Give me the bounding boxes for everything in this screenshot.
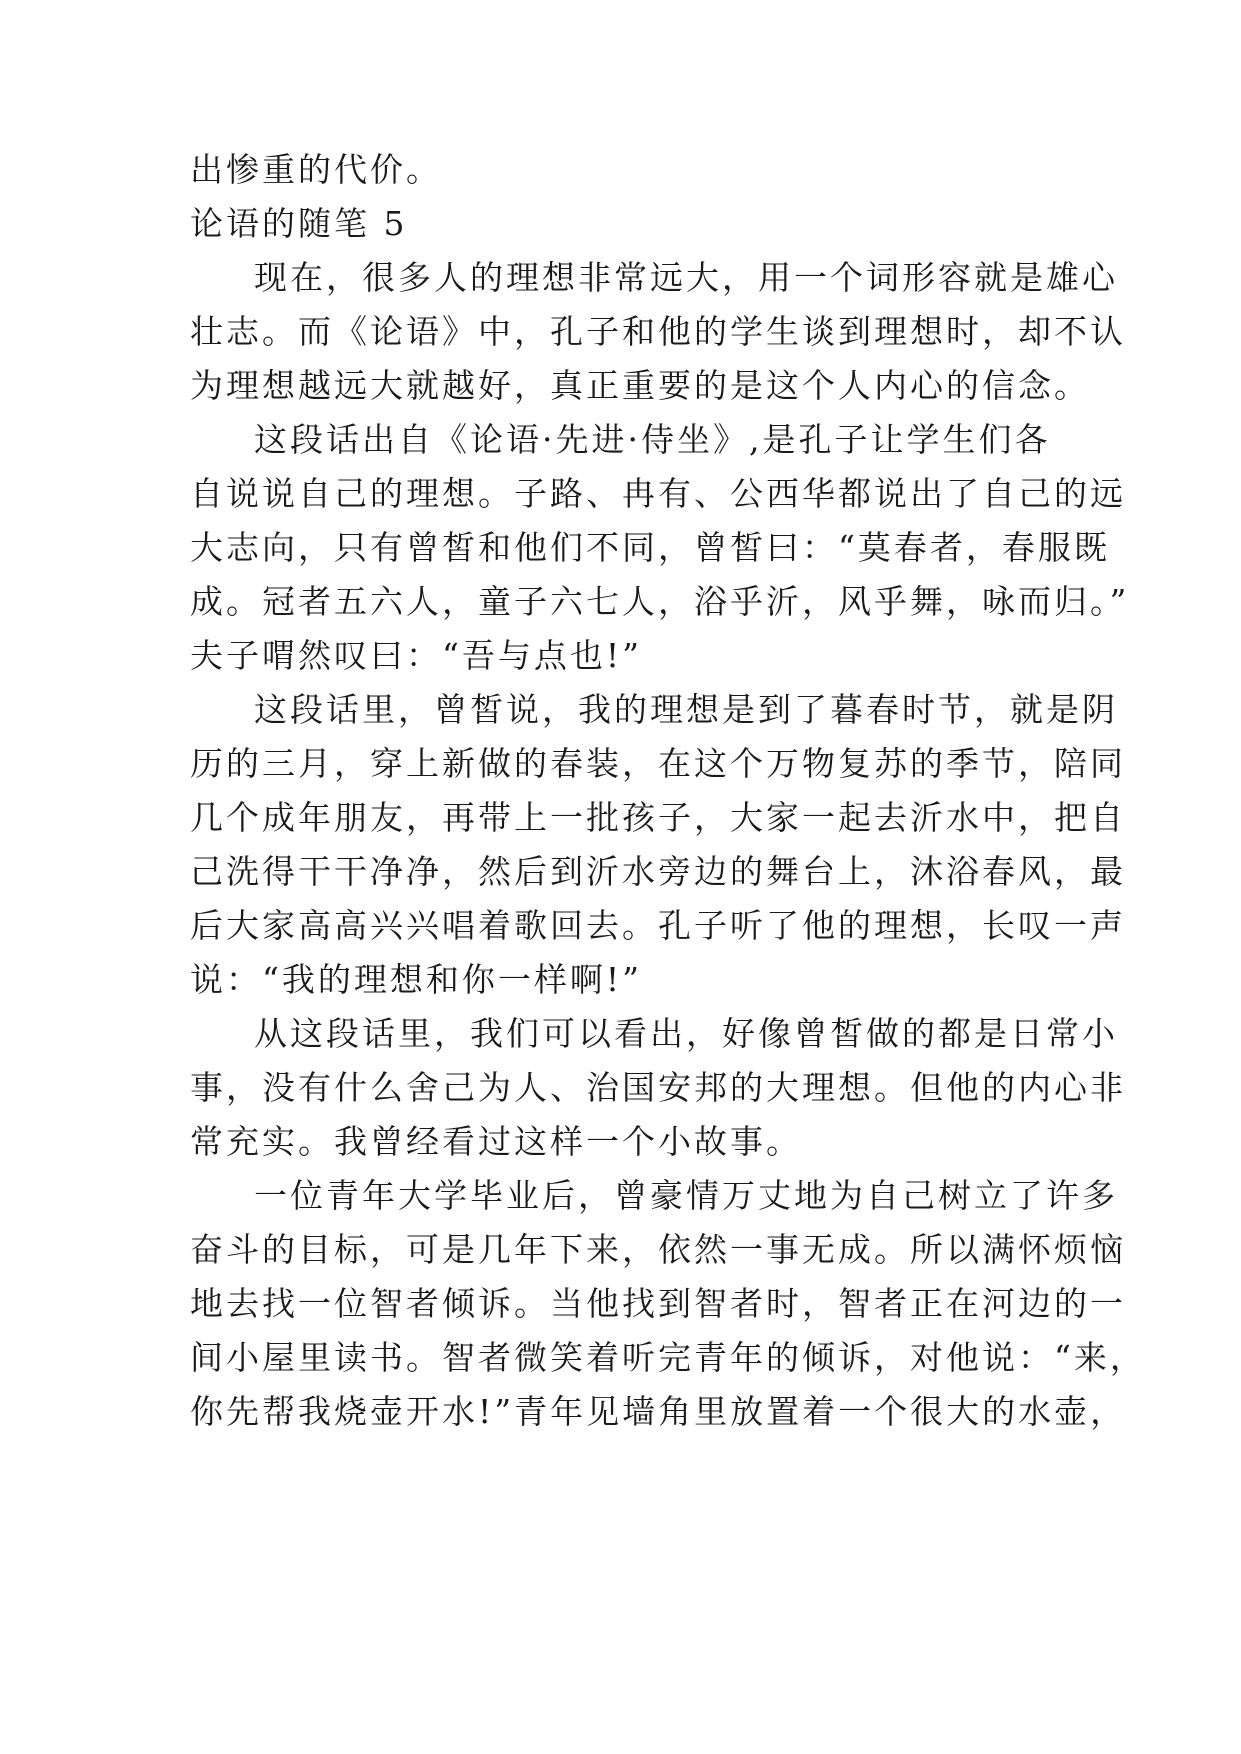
text-line: 自说说自己的理想。子路、冉有、公西华都说出了自己的远	[190, 474, 1126, 513]
text-line: 大志向，只有曾皙和他们不同，曾皙曰：“莫春者，春服既	[190, 528, 1110, 567]
section-heading: 论语的随笔 5	[190, 204, 408, 243]
text-line: 常充实。我曾经看过这样一个小故事。	[190, 1122, 802, 1161]
text-line: 历的三月，穿上新做的春装，在这个万物复苏的季节，陪同	[190, 744, 1126, 783]
text-line-paragraph-start: 一位青年大学毕业后，曾豪情万丈地为自己树立了许多	[254, 1176, 1118, 1215]
text-line: 为理想越远大就越好，真正重要的是这个人内心的信念。	[190, 366, 1090, 405]
text-line-paragraph-start: 现在，很多人的理想非常远大，用一个词形容就是雄心	[254, 258, 1118, 297]
text-line: 几个成年朋友，再带上一批孩子，大家一起去沂水中，把自	[190, 798, 1126, 837]
text-line: 壮志。而《论语》中，孔子和他的学生谈到理想时，却不认	[190, 312, 1126, 351]
text-line-paragraph-start: 这段话里，曾皙说，我的理想是到了暮春时节，就是阴	[254, 690, 1118, 729]
text-line: 间小屋里读书。智者微笑着听完青年的倾诉，对他说：“来，	[190, 1338, 1146, 1377]
text-line: 奋斗的目标，可是几年下来，依然一事无成。所以满怀烦恼	[190, 1230, 1126, 1269]
text-line: 后大家高高兴兴唱着歌回去。孔子听了他的理想，长叹一声	[190, 906, 1126, 945]
text-line: 成。冠者五六人，童子六七人，浴乎沂，风乎舞，咏而归。”	[190, 582, 1130, 621]
text-line: 说：“我的理想和你一样啊!”	[190, 960, 643, 999]
text-line: 事，没有什么舍己为人、治国安邦的大理想。但他的内心非	[190, 1068, 1126, 1107]
text-line-continuation: 出惨重的代价。	[190, 150, 442, 189]
text-line: 你先帮我烧壶开水!”青年见墙角里放置着一个很大的水壶，	[190, 1392, 1127, 1431]
text-line: 地去找一位智者倾诉。当他找到智者时，智者正在河边的一	[190, 1284, 1126, 1323]
text-line-paragraph-start: 这段话出自《论语·先进·侍坐》,是孔子让学生们各	[254, 420, 1051, 459]
text-line: 己洗得干干净净，然后到沂水旁边的舞台上，沐浴春风，最	[190, 852, 1126, 891]
text-line-paragraph-start: 从这段话里，我们可以看出，好像曾皙做的都是日常小	[254, 1014, 1118, 1053]
text-line: 夫子喟然叹曰：“吾与点也!”	[190, 636, 643, 675]
